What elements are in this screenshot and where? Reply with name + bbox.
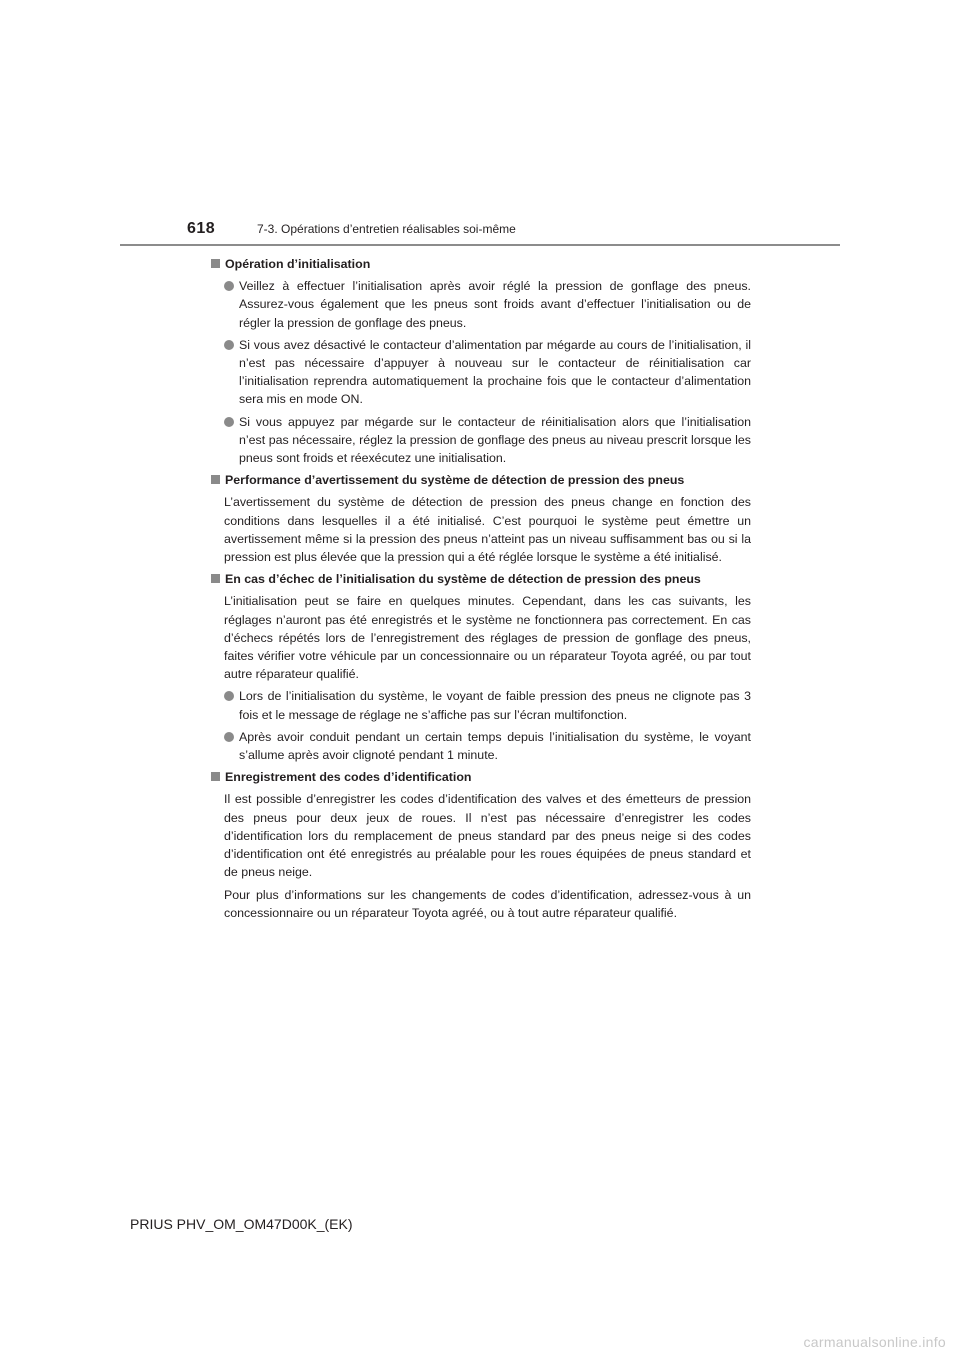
- list-item-text: Si vous avez désactivé le contacteur d’alimentation par mégarde au cours de l’initialisation, il n’est pas nécessaire d’appuyer à nouveau sur le contacteur de réinitialisation car l’initialisation reprendra automatiquement la prochaine fois que le contacteur d’alimentation sera mis en mode ON.: [239, 337, 751, 407]
- section-heading-text: Enregistrement des codes d’identification: [225, 770, 472, 785]
- list-item-text: Après avoir conduit pendant un certain temps depuis l’initialisation du système, le voyant s’allume après avoir clignoté pendant 1 minute.: [239, 729, 751, 763]
- square-bullet-icon: [211, 574, 220, 583]
- section-heading-text: Opération d’initialisation: [225, 257, 371, 271]
- circle-bullet-icon: [224, 417, 234, 427]
- square-bullet-icon: [211, 259, 220, 268]
- list-item-text: Lors de l’initialisation du système, le voyant de faible pression des pneus ne clignote pas 3 fois et le message de réglage ne s’affiche pas sur l’écran multifonction.: [239, 689, 751, 722]
- page-number: 618: [187, 220, 216, 237]
- list-item: [210, 277, 751, 332]
- list-item: [210, 336, 751, 409]
- watermark: carmanualsonline.info: [803, 1334, 946, 1350]
- list-item: [210, 728, 751, 764]
- list-item-text: Veillez à effectuer l’initialisation après avoir réglé la pression de gonflage des pneus. Assurez-vous également que les pneus sont froids avant d’effectuer l’initialisation ou de régler la pression de gonflage des pneus.: [239, 279, 751, 330]
- section-title: 7-3. Opérations d’entretien réalisables soi-même: [257, 222, 516, 236]
- paragraph: L’initialisation peut se faire en quelques minutes. Cependant, dans les cas suivants, les réglages n’auront pas été enregistrés et le système ne fonctionnera pas correctement. En cas d’échecs répétés lors de l’enregistrement des réglages de pression de gonflage des pneus, faites vérifier votre véhicule par un concessionnaire ou un réparateur Toyota agréé, ou par tout autre réparateur qualifié.: [224, 594, 751, 682]
- square-bullet-icon: [211, 475, 220, 484]
- paragraph: Pour plus d’informations sur les changements de codes d’identification, adressez-vous à un concessionnaire ou un réparateur Toyota agréé, ou à tout autre réparateur qualifié.: [224, 887, 751, 920]
- main-content: [210, 255, 751, 922]
- list-item: [210, 687, 751, 723]
- section-heading-performance: [210, 471, 751, 489]
- list-item-text: Si vous appuyez par mégarde sur le contacteur de réinitialisation alors que l’initialisation n’est pas nécessaire, réglez la pression de gonflage des pneus au niveau prescrit lorsque les pneus sont froids et réexécutez une initialisation.: [239, 414, 751, 466]
- section-heading-echec: [210, 570, 751, 588]
- section-heading-codes: [210, 768, 751, 786]
- square-bullet-icon: [211, 772, 220, 781]
- list-item: [210, 413, 751, 468]
- page-header: [0, 0, 960, 250]
- section-heading-initialisation: [210, 255, 751, 273]
- circle-bullet-icon: [224, 691, 234, 701]
- circle-bullet-icon: [224, 732, 234, 742]
- section-heading-text: Performance d’avertissement du système de détection de pression des pneus: [225, 473, 685, 488]
- paragraph: Il est possible d’enregistrer les codes d’identification des valves et des émetteurs de pression des pneus pour deux jeux de roues. Il n’est pas nécessaire d’enregistrer les codes d’identification lors du remplacement de pneus standard par des pneus neige si des codes d’identification ont été enregistrés au préalable pour les roues équipées de pneus standard et de pneus neige.: [224, 792, 751, 880]
- circle-bullet-icon: [224, 281, 234, 291]
- circle-bullet-icon: [224, 340, 234, 350]
- document-code: PRIUS PHV_OM_OM47D00K_(EK): [130, 1216, 353, 1232]
- header-divider: [120, 244, 840, 246]
- paragraph: L’avertissement du système de détection de pression des pneus change en fonction des conditions dans lesquelles il a été initialisé. C’est pourquoi le système peut émettre un avertissement même si la pression des pneus n’atteint pas un niveau suffisamment bas ou si la pression est plus élevée que la pression qui a été réglée lorsque le système a été initialisé.: [224, 495, 751, 565]
- section-heading-text: En cas d’échec de l’initialisation du système de détection de pression des pneus: [225, 572, 701, 587]
